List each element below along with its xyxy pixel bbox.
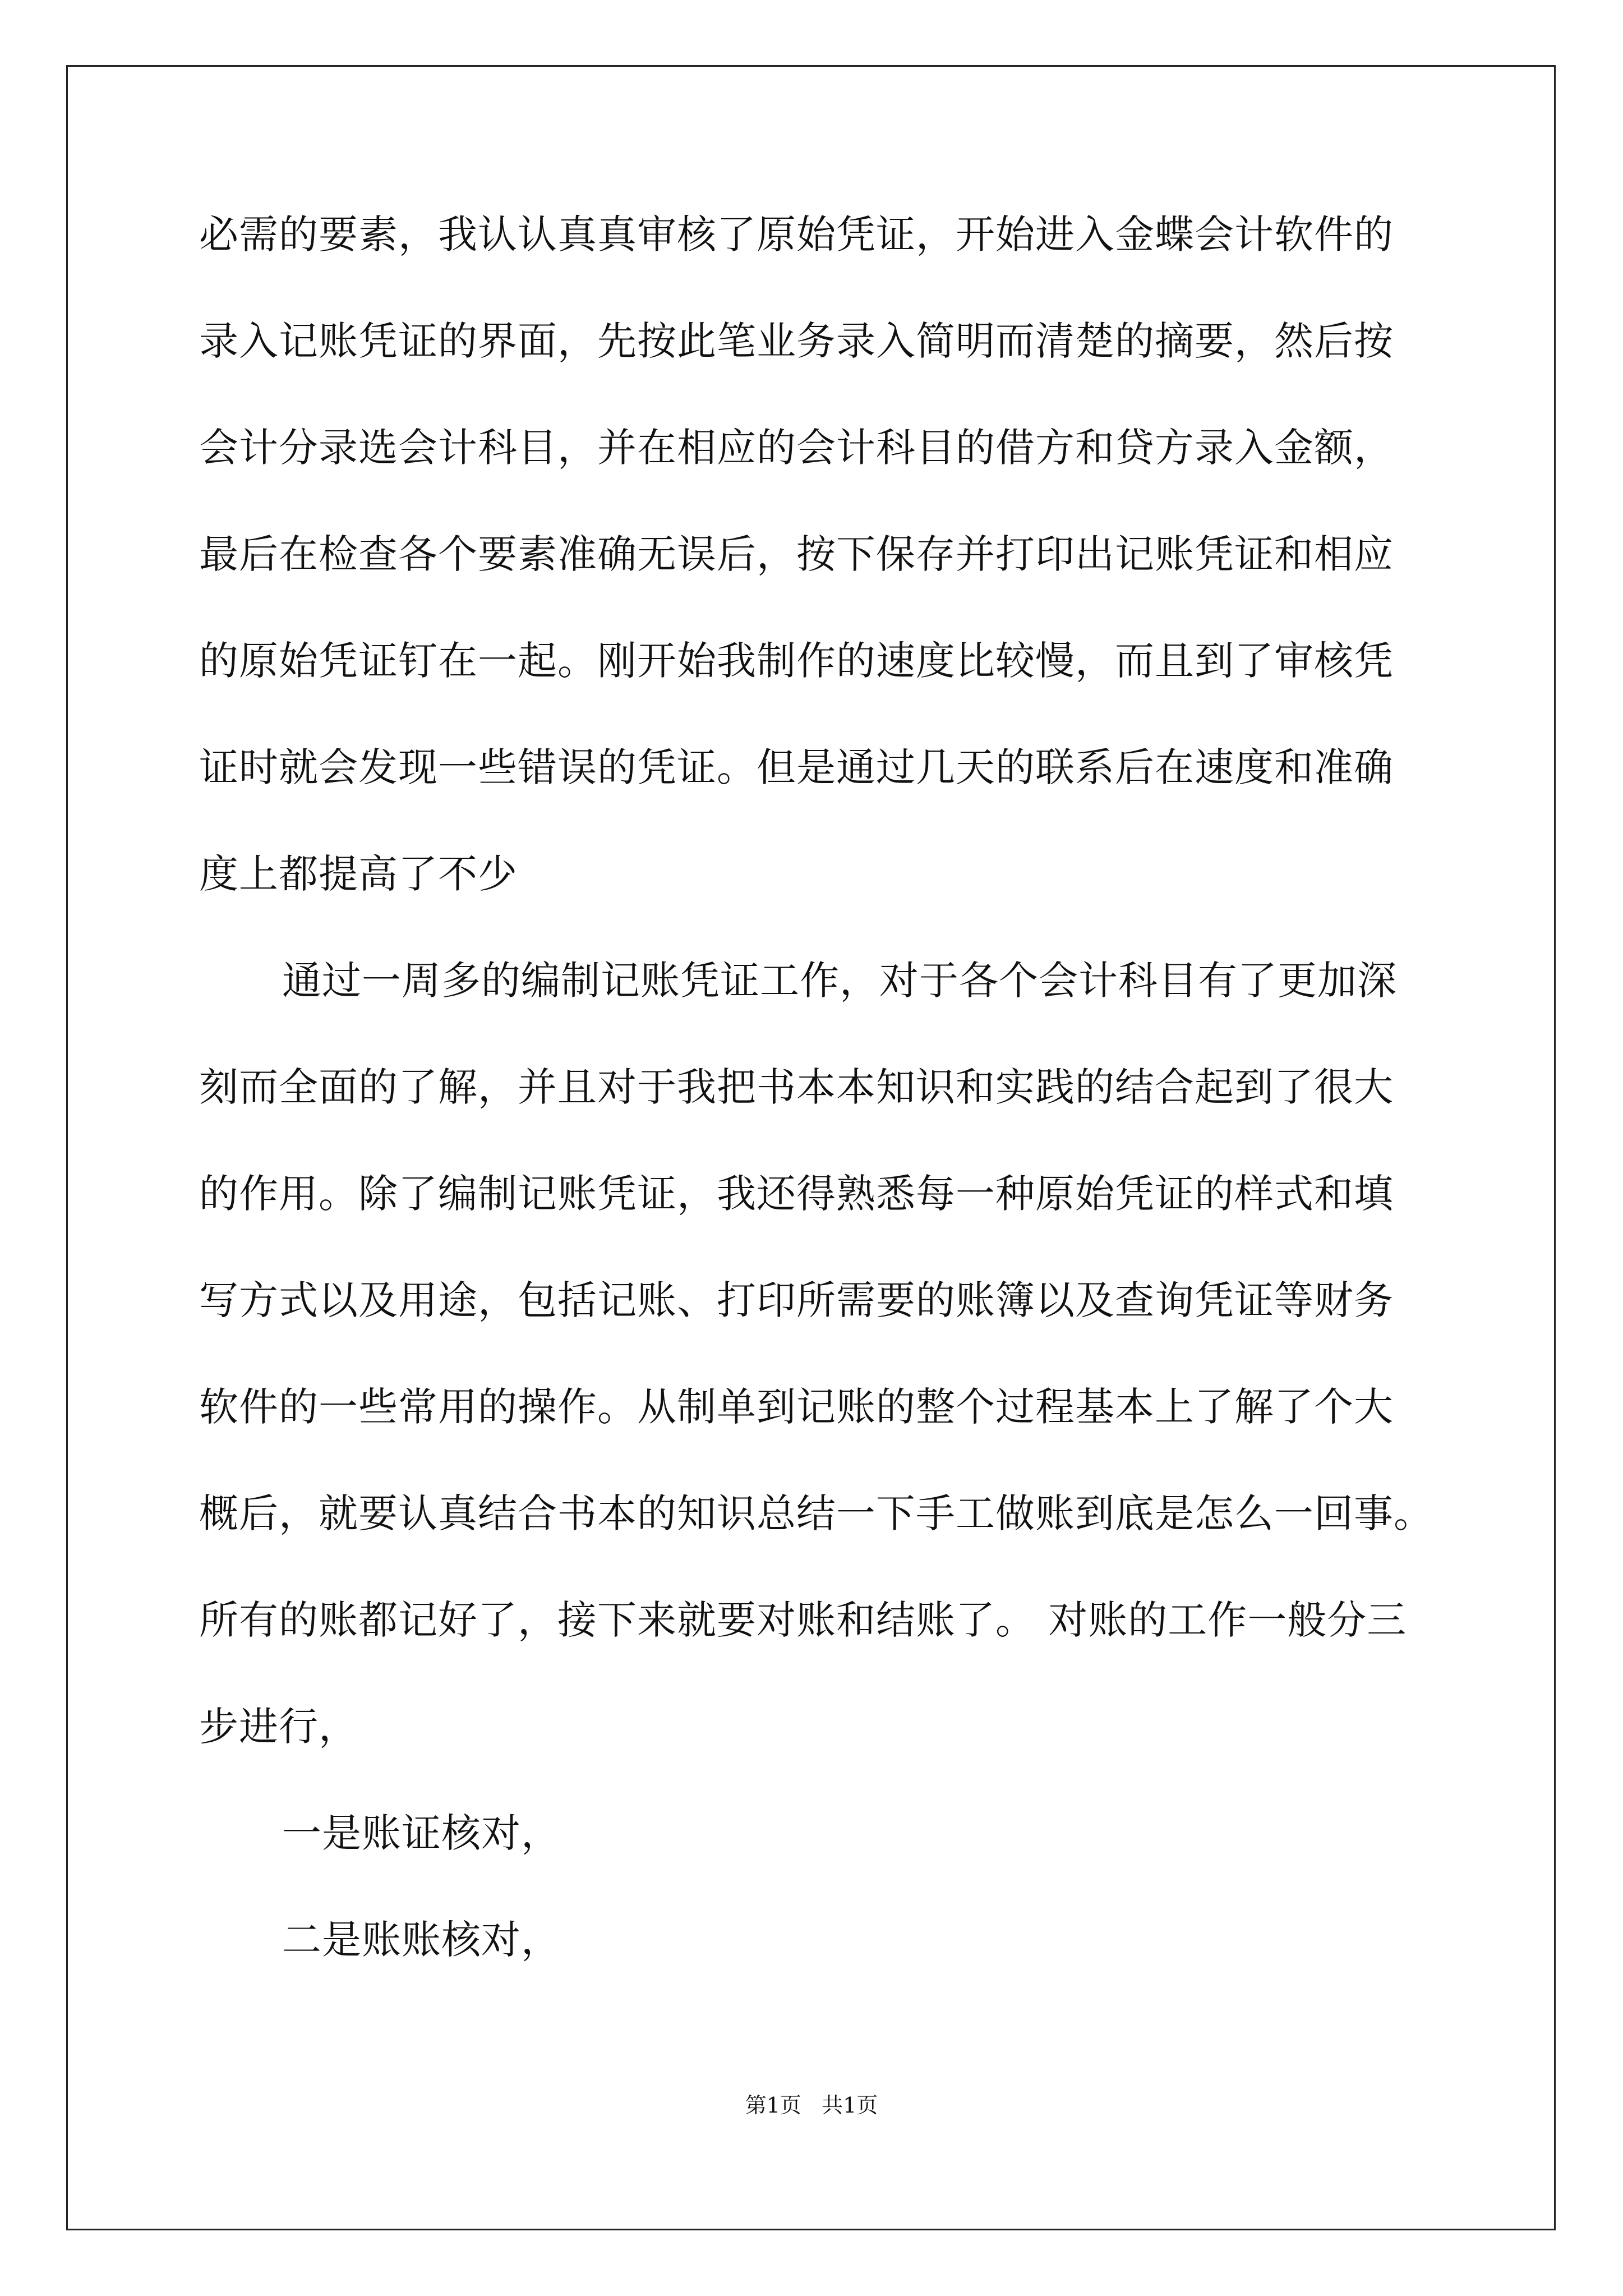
text-line: 度上都提高了不少 (199, 851, 518, 897)
text-line: 录入记账凭证的界面，先按此笔业务录入简明而清楚的摘要，然后按 (199, 318, 1394, 364)
text-line: 软件的一些常用的操作。从制单到记账的整个过程基本上了解了个大 (199, 1384, 1394, 1430)
text-line: 所有的账都记好了，接下来就要对账和结账了。 对账的工作一般分三 (199, 1597, 1407, 1643)
text-line: 会计分录选会计科目，并在相应的会计科目的借方和贷方录入金额， (199, 425, 1394, 471)
text-line: 的原始凭证钉在一起。刚开始我制作的速度比较慢，而且到了审核凭 (199, 638, 1394, 684)
text-line: 必需的要素，我认认真真审核了原始凭证，开始进入金蝶会计软件的 (199, 211, 1394, 257)
list-item: 二是账账核对， (282, 1917, 561, 1963)
page-footer: 第1页 共1页 (745, 2093, 878, 2118)
list-item: 一是账证核对， (282, 1810, 561, 1856)
paragraph-start-line: 通过一周多的编制记账凭证工作，对于各个会计科目有了更加深 (282, 958, 1397, 1004)
text-line: 最后在检查各个要素准确无误后，按下保存并打印出记账凭证和相应 (199, 531, 1394, 577)
text-line: 概后，就要认真结合书本的知识总结一下手工做账到底是怎么一回事。 (199, 1490, 1433, 1536)
text-line: 写方式以及用途，包括记账、打印所需要的账簿以及查询凭证等财务 (199, 1277, 1394, 1323)
text-line: 的作用。除了编制记账凭证，我还得熟悉每一种原始凭证的样式和填 (199, 1171, 1394, 1217)
text-line: 证时就会发现一些错误的凭证。但是通过几天的联系后在速度和准确 (199, 744, 1394, 790)
text-line: 步进行， (199, 1704, 358, 1750)
document-body (199, 208, 1433, 2019)
text-line: 刻而全面的了解，并且对于我把书本本知识和实践的结合起到了很大 (199, 1064, 1394, 1110)
